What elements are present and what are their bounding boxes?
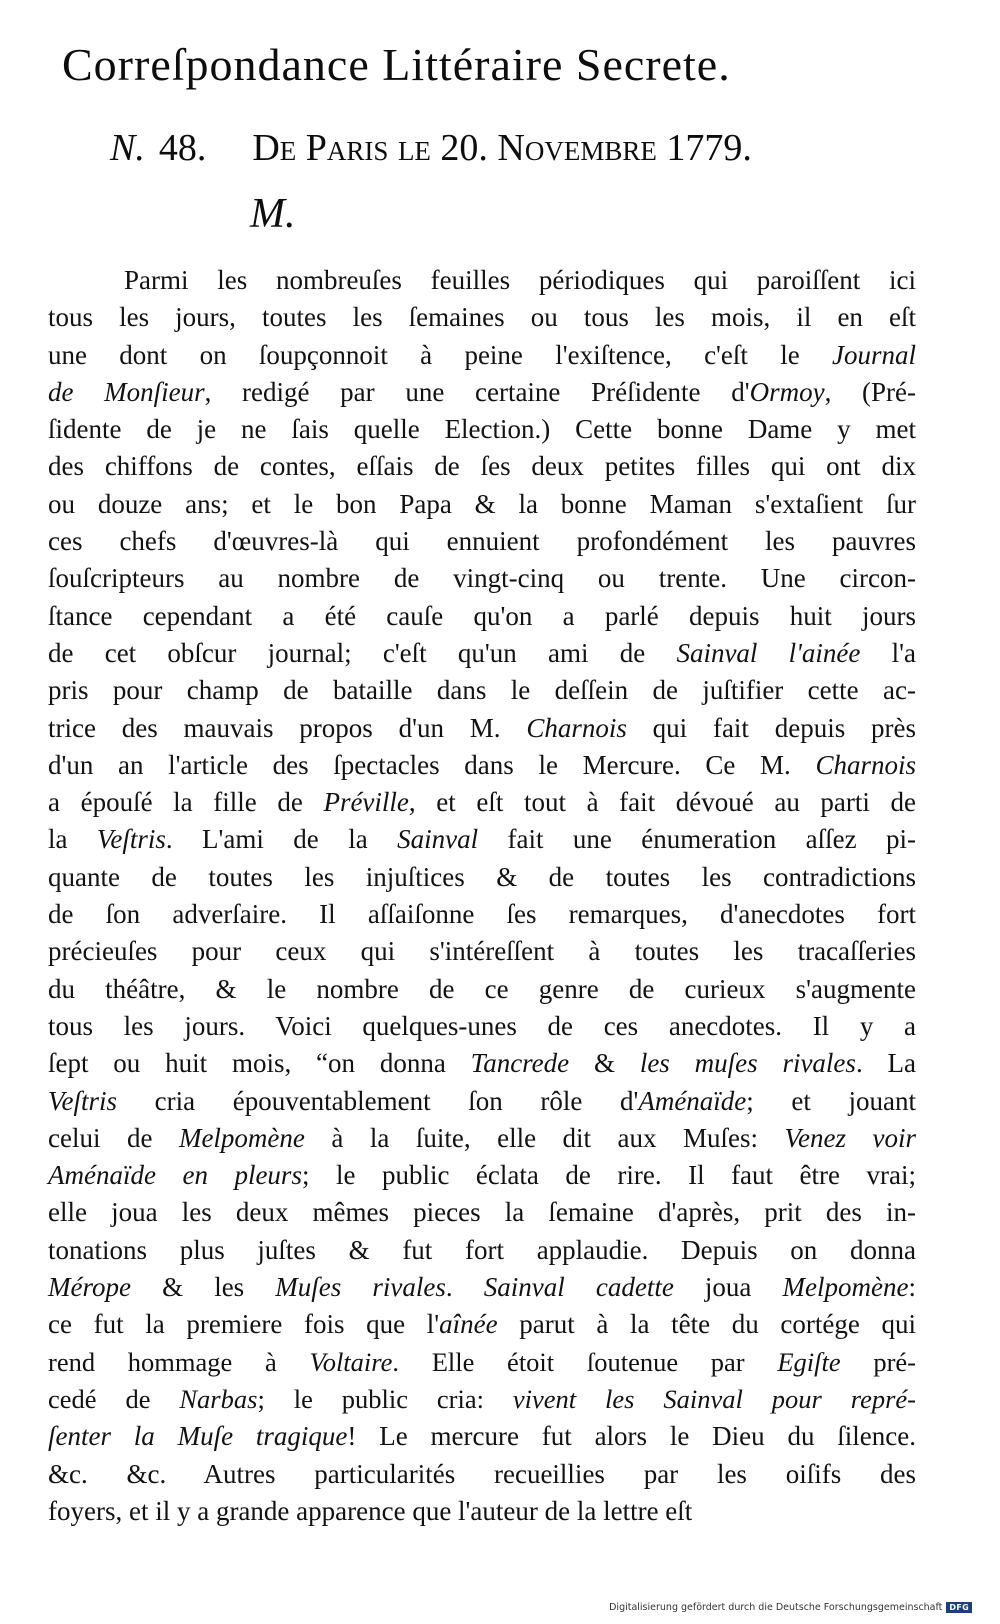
text-line <box>48 1045 916 1082</box>
text-run: . L'ami de la <box>165 824 398 855</box>
letter-body <box>48 262 916 1530</box>
italic-text-run: Muſes rivales <box>275 1272 446 1303</box>
text-line <box>48 1381 916 1418</box>
text-run: pré- <box>840 1346 916 1377</box>
text-line <box>48 486 916 523</box>
text-run: &c. &c. Autres particularités recueillies par les oiſifs des <box>48 1458 916 1489</box>
text-line <box>48 710 916 747</box>
text-run: ; le public cria: <box>257 1383 513 1414</box>
italic-text-run: Narbas <box>179 1383 258 1414</box>
text-line <box>48 859 916 896</box>
italic-text-run: Aménaïde <box>638 1085 747 1116</box>
text-run: qui fait depuis près <box>626 712 916 743</box>
text-line <box>48 672 916 709</box>
text-line <box>48 337 916 374</box>
publication-title: Correſpondance Littéraire Secrete. <box>62 39 731 90</box>
text-run: ce fut la premiere fois que l' <box>48 1309 440 1340</box>
text-line <box>48 784 916 821</box>
text-run: ſouſcripteurs au nombre de vingt-cinq ou trente. Une circon- <box>48 563 916 594</box>
text-run: l'a <box>860 637 916 668</box>
text-run: . <box>445 1272 484 1303</box>
text-run: celui de <box>48 1122 179 1153</box>
italic-text-run: Sainval <box>397 824 479 855</box>
issue-number: 48. <box>158 127 207 169</box>
text-line <box>48 1269 916 1306</box>
italic-text-run: Melpomène <box>782 1272 909 1303</box>
text-run: pris pour champ de bataille dans le deſſein de juſtifier cette ac- <box>48 675 916 706</box>
text-run: , et eſt tout à fait dévoué au parti de <box>408 787 916 818</box>
text-run: précieuſes pour ceux qui s'intéreſſent à toutes les tracaſſeries <box>48 936 916 967</box>
italic-text-run: Préville <box>323 787 409 818</box>
text-line <box>48 1008 916 1045</box>
italic-text-run: Veſtris <box>48 1085 118 1116</box>
text-run: tous les jours, toutes les ſemaines ou tous les mois, il en eſt <box>48 302 916 333</box>
text-run: du théâtre, & le nombre de ce genre de curieux s'augmente <box>48 973 916 1004</box>
text-line <box>48 1493 916 1530</box>
text-run: joua <box>673 1272 783 1303</box>
text-line <box>48 1083 916 1120</box>
italic-text-run: de Monſieur <box>48 376 205 407</box>
italic-text-run: Venez voir <box>784 1122 916 1153</box>
italic-text-run: vivent les Sainval pour repré- <box>512 1383 916 1414</box>
italic-text-run: aînée <box>439 1309 498 1340</box>
text-line <box>48 1456 916 1493</box>
credit-text: Digitalisierung gefördert durch die Deutsche Forschungsgemeinschaft <box>609 1601 943 1613</box>
text-run: d'un an l'article des ſpectacles dans le Mercure. Ce M. <box>48 749 816 780</box>
text-line <box>48 411 916 448</box>
text-line <box>48 1232 916 1269</box>
text-run: ; et jouant <box>746 1085 916 1116</box>
text-run: une dont on ſoupçonnoit à peine l'exiſtence, c'eſt le <box>48 339 832 370</box>
italic-text-run: Ormoy <box>749 376 825 407</box>
text-run: de cet obſcur journal; c'eſt qu'un ami de <box>48 637 677 668</box>
text-run: a épouſé la fille de <box>48 787 324 818</box>
text-run: ſept ou huit mois, “on donna <box>48 1048 471 1079</box>
text-line <box>48 262 916 299</box>
text-run: à la ſuite, elle dit aux Muſes: <box>304 1122 785 1153</box>
text-line <box>48 1120 916 1157</box>
text-run: Parmi les nombreuſes feuilles périodiques qui paroiſſent ici <box>124 265 916 295</box>
italic-text-run: Journal <box>832 339 916 370</box>
text-run: cria épouventablement ſon rôle d' <box>117 1085 639 1116</box>
text-run: rend hommage à <box>48 1346 310 1377</box>
text-run: parut à la tête du cortége qui <box>497 1309 916 1340</box>
text-run: ou douze ans; et le bon Papa & la bonne Maman s'extaſient ſur <box>48 488 916 519</box>
italic-text-run: Charnois <box>526 712 627 743</box>
text-run: tous les jours. Voici quelques-unes de ces anecdotes. Il y a <box>48 1010 916 1041</box>
text-line <box>48 299 916 336</box>
text-line <box>48 896 916 933</box>
text-run: quante de toutes les injuſtices & de toutes les contradictions <box>48 861 916 892</box>
text-run: fait une énumeration aſſez pi- <box>478 824 916 855</box>
italic-text-run: Sainval l'ainée <box>676 637 861 668</box>
salutation: M. <box>250 191 296 237</box>
text-line <box>48 1157 916 1194</box>
text-run: ſtance cependant a été cauſe qu'on a parlé depuis huit jours <box>48 600 916 631</box>
text-line <box>48 1418 916 1455</box>
issue-number-prefix: N. <box>110 127 145 169</box>
text-run: & <box>569 1048 640 1079</box>
italic-text-run: Melpomène <box>178 1122 305 1153</box>
text-run: tonations plus juſtes & fut fort applaudie. Depuis on donna <box>48 1234 916 1265</box>
text-run: ! Le mercure fut alors le Dieu du ſilence. <box>347 1421 916 1452</box>
text-run: elle joua les deux mêmes pieces la ſemaine d'après, prit des in- <box>48 1197 916 1228</box>
text-line <box>48 598 916 635</box>
text-line <box>48 523 916 560</box>
italic-text-run: Sainval cadette <box>483 1272 674 1303</box>
text-line <box>48 1344 916 1381</box>
italic-text-run: Veſtris <box>96 824 166 855</box>
italic-text-run: Egiſte <box>777 1346 841 1377</box>
text-run: : <box>908 1272 916 1303</box>
text-line <box>48 448 916 485</box>
digitization-credit <box>609 1600 972 1614</box>
text-run: . La <box>855 1048 916 1079</box>
text-run: ſidente de je ne ſais quelle Election.) Cette bonne Dame y met <box>48 414 916 445</box>
text-line <box>48 374 916 411</box>
text-line <box>48 821 916 858</box>
text-line <box>48 635 916 672</box>
issue-dateline <box>110 126 930 170</box>
text-run: . Elle étoit ſoutenue par <box>392 1346 778 1377</box>
text-line <box>48 933 916 970</box>
italic-text-run: Mérope <box>48 1272 131 1303</box>
text-run: trice des mauvais propos d'un M. <box>48 712 527 743</box>
text-line <box>48 1306 916 1343</box>
text-run: , redigé par une certaine Préſidente d' <box>204 376 750 407</box>
text-run: ; le public éclata de rire. Il faut être vrai; <box>301 1160 916 1191</box>
text-line <box>48 560 916 597</box>
text-run: de ſon adverſaire. Il aſſaiſonne ſes remarques, d'anecdotes fort <box>48 899 916 930</box>
italic-text-run: Aménaïde en pleurs <box>48 1160 302 1191</box>
text-run: , (Pré- <box>824 376 916 407</box>
italic-text-run: Charnois <box>815 749 916 780</box>
text-run: cedé de <box>48 1383 180 1414</box>
text-run: foyers, et il y a grande apparence que l'auteur de la lettre eſt <box>48 1495 693 1526</box>
dfg-logo: DFG <box>946 1602 972 1613</box>
italic-text-run: ſenter la Muſe tragique <box>48 1421 348 1452</box>
italic-text-run: Voltaire <box>309 1346 393 1377</box>
text-run: ces chefs d'œuvres-là qui ennuient profondément les pauvres <box>48 526 916 557</box>
text-run: & les <box>130 1272 276 1303</box>
italic-text-run: les muſes rivales <box>639 1048 856 1079</box>
text-run: la <box>48 824 97 855</box>
text-line <box>48 747 916 784</box>
text-line <box>48 1194 916 1231</box>
italic-text-run: Tancrede <box>470 1048 570 1079</box>
issue-date: De Paris le 20. Novembre 1779. <box>252 127 752 169</box>
text-line <box>48 971 916 1008</box>
text-run: des chiffons de contes, eſſais de ſes deux petites filles qui ont dix <box>48 451 916 482</box>
